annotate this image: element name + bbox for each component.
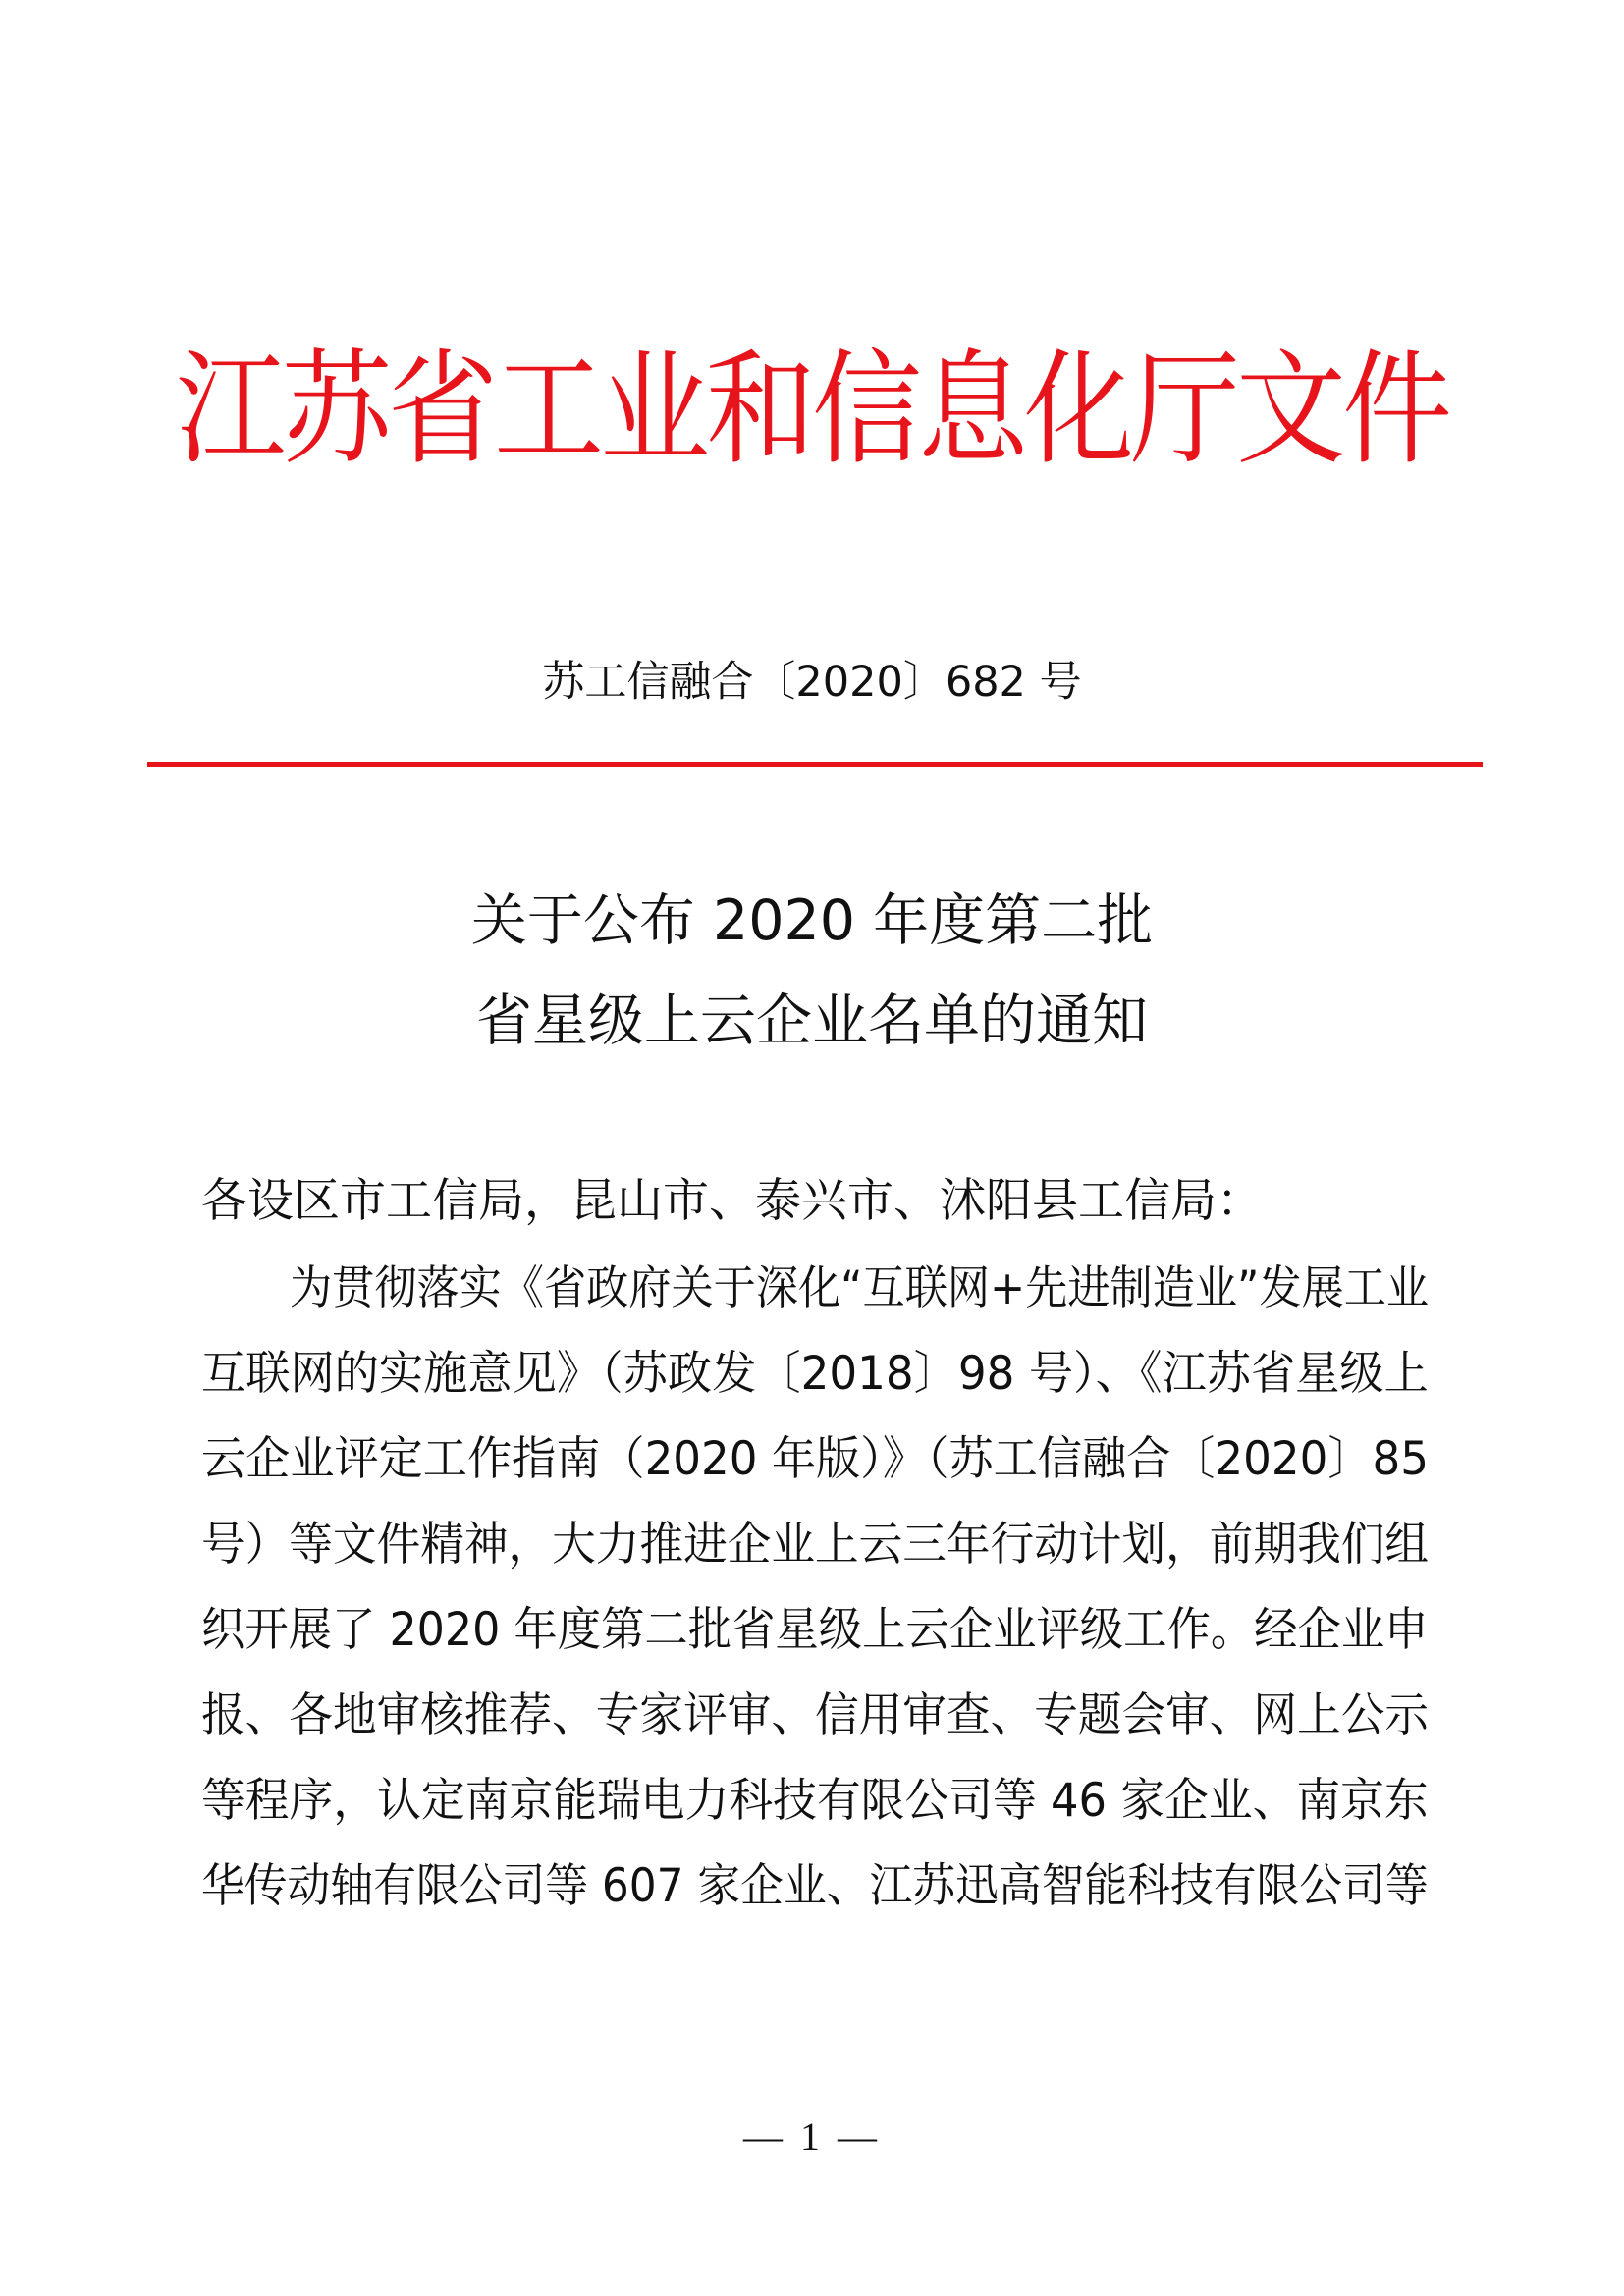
salutation: 各设区市工信局，昆山市、泰兴市、沭阳县工信局： [201,1174,1263,1228]
body-line: 号）等文件精神，大力推进企业上云三年行动计划，前期我们组 [201,1518,1429,1572]
body-line: 为贯彻落实《省政府关于深化“互联网+先进制造业”发展工业 [290,1261,1430,1315]
body-line: 织开展了 2020 年度第二批省星级上云企业评级工作。经企业申 [201,1603,1429,1657]
body-line: 等程序，认定南京能瑞电力科技有限公司等 46 家企业、南京东 [201,1774,1429,1828]
red-divider-rule [147,762,1483,767]
body-line: 报、各地审核推荐、专家评审、信用审查、专题会审、网上公示 [201,1688,1429,1742]
notice-title-line-2: 省星级上云企业名单的通知 [476,988,1148,1053]
document-number: 苏工信融合〔2020〕682 号 [542,658,1082,707]
body-line: 华传动轴有限公司等 607 家企业、江苏迅高智能科技有限公司等 [201,1859,1429,1913]
body-line: 云企业评定工作指南（2020 年版）》（苏工信融合〔2020〕85 [201,1432,1429,1486]
notice-title-line-1: 关于公布 2020 年度第二批 [470,888,1154,953]
page-number: — 1 — [743,2114,881,2159]
body-line: 互联网的实施意见》（苏政发〔2018〕98 号）、《江苏省星级上 [201,1347,1429,1401]
issuer-title: 江苏省工业和信息化厅文件 [176,338,1448,482]
